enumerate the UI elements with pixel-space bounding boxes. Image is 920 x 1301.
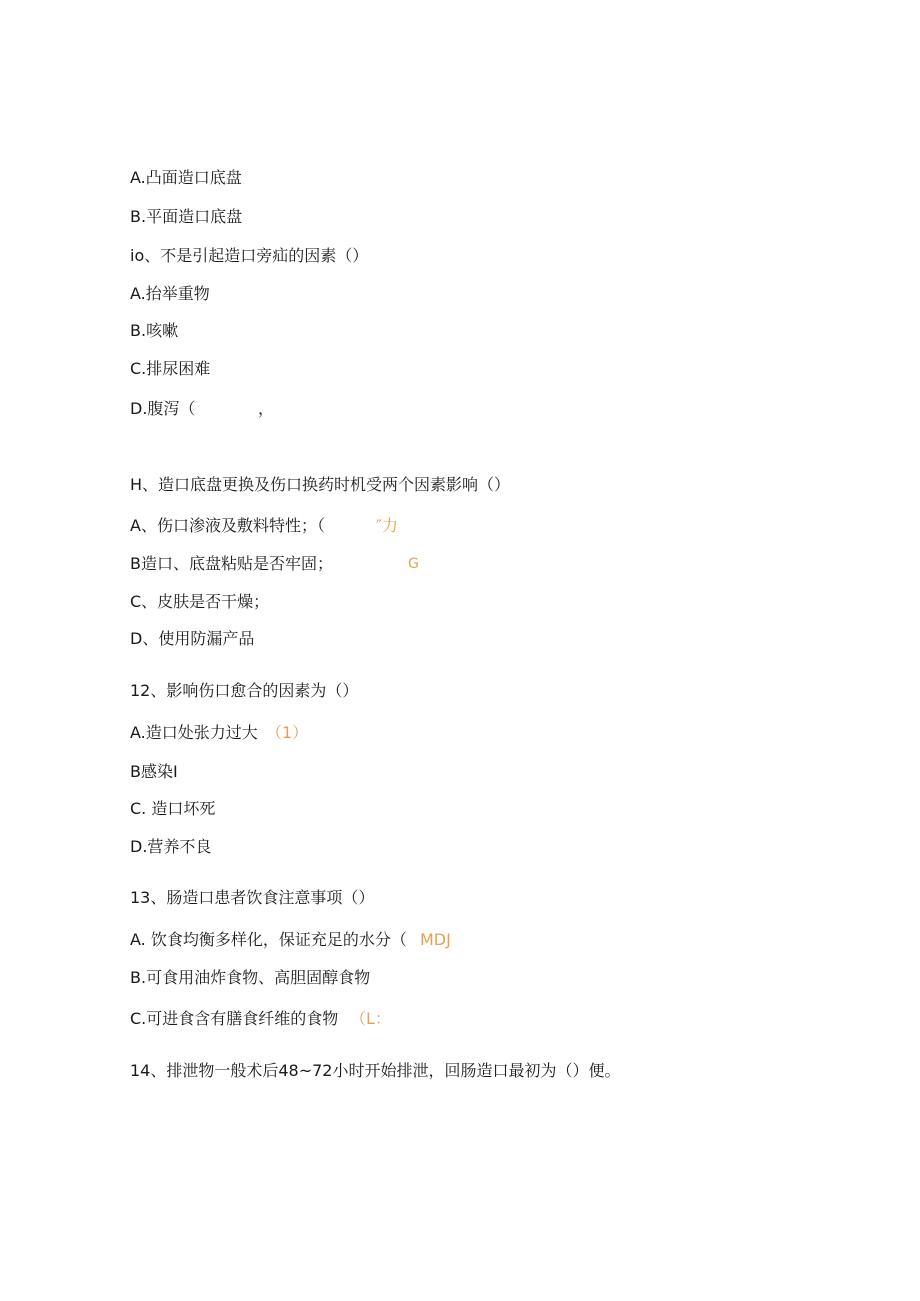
handwritten-mark-force: ″力 xyxy=(376,516,398,535)
option-a-convex-baseplate: A.凸面造口底盘 xyxy=(130,168,242,187)
option-b-adhesion: B造口、底盘粘贴是否牢固； xyxy=(130,554,333,573)
option-c-necrosis: C. 造口坏死 xyxy=(130,799,216,818)
question-10: io、不是引起造口旁疝的因素（） xyxy=(130,246,369,265)
option-d-malnutrition: D.营养不良 xyxy=(130,837,212,856)
handwritten-mark-l: （L： xyxy=(350,1009,391,1028)
handwritten-mark-g: G xyxy=(408,556,419,572)
option-d-diarrhea: D.腹泻（ xyxy=(130,399,196,418)
question-13: 13、肠造口患者饮食注意事项（） xyxy=(130,888,375,907)
handwritten-mark-mdj: MDJ xyxy=(420,930,451,949)
handwritten-mark-one: （1） xyxy=(266,723,309,742)
option-b-infection: B感染I xyxy=(130,762,178,781)
option-a-lifting: A.抬举重物 xyxy=(130,284,210,303)
option-c-skin-dry: C、皮肤是否干燥； xyxy=(130,592,270,611)
option-b-fried-food: B.可食用油炸食物、高胆固醇食物 xyxy=(130,968,371,987)
option-b-flat-baseplate: B.平面造口底盘 xyxy=(130,207,243,226)
option-b-cough: B.咳嗽 xyxy=(130,321,179,340)
question-14: 14、排泄物一般术后48~72小时开始排泄，回肠造口最初为（）便。 xyxy=(130,1061,621,1080)
option-c-dysuria: C.排尿困难 xyxy=(130,359,211,378)
option-a-balanced-diet: A. 饮食均衡多样化，保证充足的水分（ xyxy=(130,930,407,949)
option-c-fiber-food: C.可进食含有膳食纤维的食物 xyxy=(130,1009,339,1028)
option-a-tension: A.造口处张力过大 xyxy=(130,723,258,742)
option-a-wound-exudate: A、伤口渗液及敷料特性；（ xyxy=(130,516,325,535)
option-d-leak-products: D、使用防漏产品 xyxy=(130,629,255,648)
question-11: H、造口底盘更换及伤口换药时机受两个因素影响（） xyxy=(130,475,511,494)
question-12: 12、影响伤口愈合的因素为（） xyxy=(130,681,359,700)
option-d-comma: ， xyxy=(258,399,275,418)
